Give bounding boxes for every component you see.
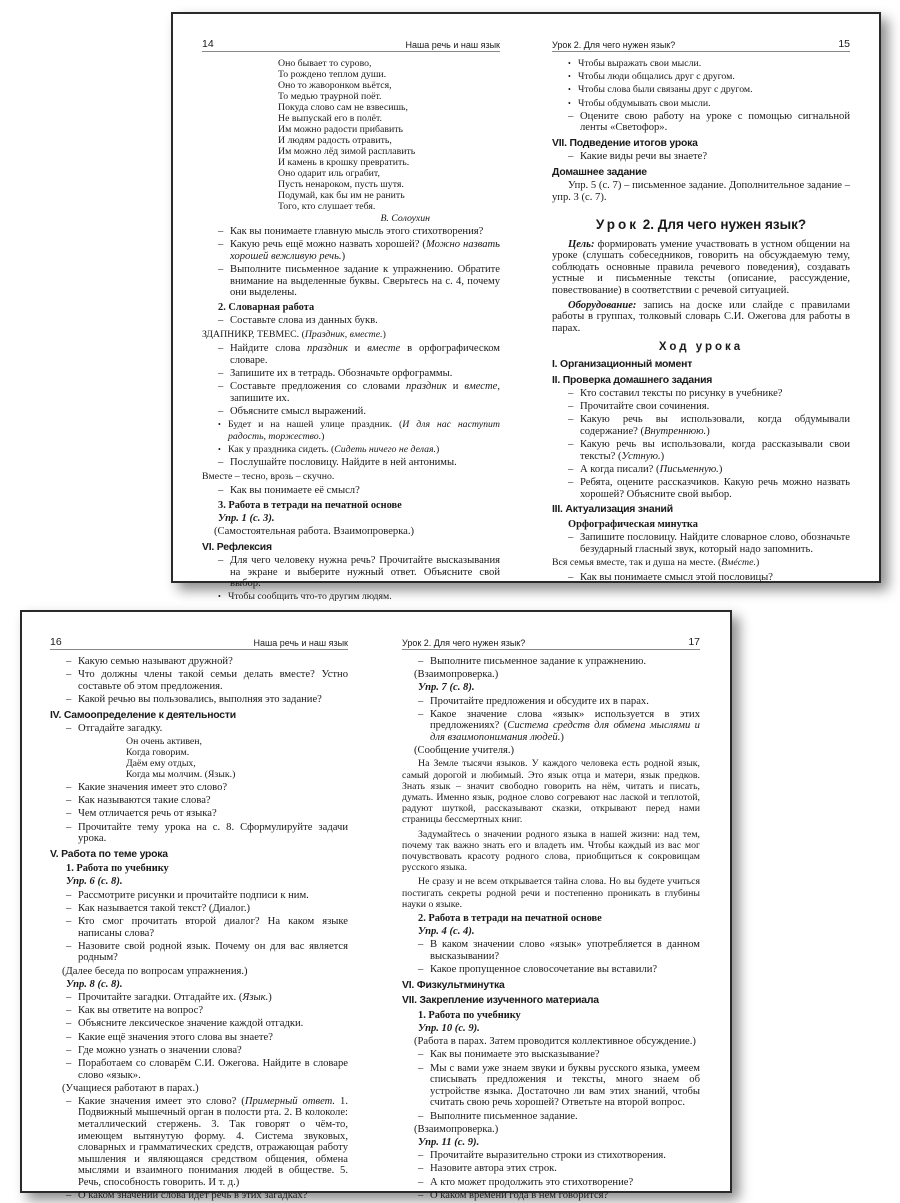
- dash-item: [202, 239, 500, 262]
- text-segment: ): [341, 250, 346, 262]
- dash-item: [552, 151, 850, 163]
- dash-item: [552, 401, 850, 413]
- text-segment: А кто может продолжить это стихотворение?: [430, 1176, 634, 1188]
- dash-item: [50, 916, 348, 939]
- poem-line: Пусть ненароком, пусть шутя.: [278, 179, 404, 190]
- emphasis-text: вместе: [464, 381, 498, 393]
- text-segment: О каком времени года в нём говорится?: [430, 1189, 609, 1201]
- dash-item: [552, 532, 850, 555]
- text-segment: V. Работа по теме урока: [50, 848, 168, 860]
- exercise-ref: [402, 926, 700, 938]
- dash-item: [50, 941, 348, 964]
- dash-item: [50, 656, 348, 668]
- section-heading: [552, 375, 850, 387]
- emphasis-text: Можно назвать хорошей вежливую речь.: [230, 239, 500, 262]
- dash-item: [202, 343, 500, 366]
- text-segment: Запишите пословицу. Найдите словарное слово, обозначьте безударный гласный звук, который надо запомнить.: [580, 531, 850, 555]
- note-text: [402, 745, 700, 757]
- poem-line: И камень в крошку превратить.: [278, 157, 410, 168]
- text-segment: Какой речью вы пользовались, выполняя это задание?: [78, 693, 322, 705]
- note-text: [402, 669, 700, 681]
- section-heading: [552, 504, 850, 516]
- text-segment: Объясните смысл выражений.: [230, 405, 366, 417]
- text-segment: (Работа в парах. Затем проводится коллективное обсуждение.): [414, 1036, 696, 1048]
- poem-block: [50, 736, 348, 780]
- text-segment: Какую речь вы использовали, когда рассказывали свои тексты? (: [580, 438, 850, 462]
- text-segment: и: [347, 343, 368, 355]
- bullet-item: [552, 98, 850, 110]
- text-segment: (Взаимопроверка.): [414, 669, 499, 681]
- running-title: Урок 2. Для чего нужен язык?: [402, 638, 526, 648]
- text-segment: Как у праздника сидеть. (: [228, 443, 335, 455]
- text-segment: Домашнее задание: [552, 166, 647, 178]
- emphasis-text: Вмéсте.: [721, 557, 756, 569]
- page-17: [402, 636, 700, 1203]
- section-heading: [402, 995, 700, 1007]
- emphasis-text: Язык.: [242, 991, 269, 1003]
- poem-line: Подумай, как бы им не ранить: [278, 190, 405, 201]
- bullet-item: [552, 84, 850, 96]
- text-segment: Упр. 11 (с. 9).: [418, 1136, 480, 1148]
- emphasis-text: И для нас наступит радость, торжество.: [228, 419, 500, 442]
- dash-item: [402, 696, 700, 708]
- dash-item: [50, 694, 348, 706]
- dash-item: [402, 964, 700, 976]
- dash-item: [50, 1018, 348, 1030]
- text-segment: Кто составил тексты по рисунку в учебнике?: [580, 387, 783, 399]
- text-segment: Запишите их в тетрадь. Обозначьте орфограммы.: [230, 367, 453, 379]
- text-segment: Как называется такой текст? (Диалог.): [78, 902, 251, 914]
- text-segment: III. Актуализация знаний: [552, 504, 673, 516]
- poem-line: Того, кто слушает тебя.: [278, 201, 376, 212]
- text-segment: Какую речь ещё можно назвать хорошей? (: [230, 239, 426, 251]
- emphasis-text: Оборудование:: [568, 299, 637, 311]
- text-segment: (Учащиеся работают в парах.): [62, 1082, 199, 1094]
- dash-item: [50, 808, 348, 820]
- text-segment: Какие виды речи вы знаете?: [580, 151, 708, 163]
- text-segment: Чтобы выражать свои мысли.: [578, 58, 702, 69]
- example-line: [202, 471, 500, 483]
- bullet-item: [202, 591, 500, 603]
- poem-line: И людям радость отравить,: [278, 135, 392, 146]
- emphasis-text: Система средств для обмена мыслями и для взаимопонимания людей.: [430, 720, 700, 743]
- text-segment: Чем отличается речь от языка?: [78, 808, 217, 820]
- dash-item: [552, 477, 850, 500]
- note-text: [402, 1124, 700, 1136]
- text-segment: Назовите свой родной язык. Почему он для вас является родным?: [78, 940, 348, 964]
- text-segment: ): [382, 328, 386, 340]
- bullet-item: [202, 419, 500, 442]
- emphasis-text: Цель:: [568, 238, 595, 250]
- text-segment: Чтобы обдумывать свои мысли.: [578, 97, 711, 109]
- text-segment: Кто смог прочитать второй диалог? На каком языке написаны слова?: [78, 916, 348, 939]
- text-segment: Поработаем со словарём С.И. Ожегова. Найдите в словаре слово «язык».: [78, 1057, 348, 1081]
- section-heading: [50, 849, 348, 861]
- text-segment: ): [560, 731, 564, 743]
- text-segment: 3. Работа в тетради на печатной основе: [218, 499, 402, 511]
- running-title: Наша речь и наш язык: [253, 638, 348, 648]
- dash-item: [202, 368, 500, 380]
- text-segment: Упр. 6 (с. 8).: [66, 876, 123, 888]
- text-segment: Выполните письменное задание к упражнению. Обратите внимание на выделенные буквы. Сверьтесь на с. 4, почему они выделены.: [230, 263, 500, 299]
- subsection-heading: [202, 500, 500, 512]
- page-number: 15: [838, 38, 850, 50]
- emphasis-text: Внутреннюю.: [644, 425, 707, 437]
- subsection-heading: [402, 913, 700, 925]
- text-segment: Послушайте пословицу. Найдите в ней антонимы.: [230, 457, 457, 469]
- text-segment: 1. Работа по учебнику: [66, 863, 169, 875]
- text-segment: ): [718, 463, 723, 475]
- page-16: [50, 636, 348, 1203]
- text-segment: Составьте слова из данных букв.: [230, 314, 378, 326]
- section-heading: [402, 980, 700, 992]
- running-title: Наша речь и наш язык: [405, 40, 500, 50]
- text-segment: Мы с вами уже знаем звуки и буквы русского языка, умеем списывать предложения и тексты, много знаем об устройстве языка. Достаточно ли вам этих знаний, чтобы считать свою речь хорошей? Ответьте на второй вопрос.: [430, 1062, 700, 1109]
- emphasis-text: Примерный ответ.: [244, 1095, 336, 1107]
- paragraph: [402, 876, 700, 910]
- poem-line: Не выпускай его в полёт.: [278, 113, 383, 124]
- text-segment: ЗДАПНИКР, ТЕВМЕС. (: [202, 328, 305, 340]
- text-segment: Какое пропущенное словосочетание вы вставили?: [430, 964, 658, 976]
- text-segment: Что должны члены такой семьи делать вместе? Устно составьте об этом предложения.: [78, 669, 348, 692]
- text-segment: I. Организационный момент: [552, 359, 693, 371]
- emphasis-text: Сидеть ничего не делая.: [334, 443, 437, 455]
- paragraph: [402, 829, 700, 874]
- text-segment: Рассмотрите рисунки и прочитайте подписи к ним.: [78, 889, 309, 901]
- section-heading: [552, 167, 850, 179]
- dash-item: [552, 439, 850, 462]
- poem-line: Им можно радости прибавить: [278, 124, 403, 135]
- text-segment: Какое значение слова «язык» используется в этих предложениях? (: [430, 708, 700, 732]
- text-segment: Как вы понимаете её смысл?: [230, 485, 360, 497]
- subsection-heading: [402, 1010, 700, 1022]
- page-14: [202, 38, 500, 605]
- lesson-title-word: Урок: [595, 217, 639, 233]
- dash-item: [552, 464, 850, 476]
- text-segment: (Самостоятельная работа. Взаимопроверка.): [214, 526, 415, 538]
- text-segment: Чтобы слова были связаны друг с другом.: [578, 84, 753, 96]
- dash-item: [50, 1058, 348, 1081]
- dash-item: [202, 485, 500, 497]
- exercise-ref: [402, 682, 700, 694]
- text-segment: VII. Закрепление изученного материала: [402, 995, 599, 1007]
- text-segment: IV. Самоопределение к деятельности: [50, 709, 236, 721]
- running-header: [402, 636, 700, 650]
- text-segment: Упр. 4 (с. 4).: [418, 926, 475, 938]
- poem-line: Покуда слово сам не взвесишь,: [278, 102, 408, 113]
- text-segment: Составьте предложения со словами: [230, 381, 406, 393]
- text-segment: Как вы понимаете это высказывание?: [430, 1049, 600, 1061]
- running-header: [552, 38, 850, 52]
- poem-line: Когда говорим.: [126, 746, 190, 758]
- dash-item: [402, 939, 700, 962]
- section-heading: [50, 710, 348, 722]
- text-segment: Прочитайте выразительно строки из стихотворения.: [430, 1150, 666, 1162]
- dash-item: [50, 1032, 348, 1044]
- text-segment: ): [706, 425, 710, 437]
- text-segment: Чтобы сообщить что-то другим людям.: [228, 591, 392, 603]
- dash-item: [202, 264, 500, 299]
- text-segment: Упр. 1 (с. 3).: [218, 513, 275, 524]
- text-segment: Задумайтесь о значении родного языка в нашей жизни: над тем, почему так важно знать его и владеть им. Чтобы каждый из вас мог почувствовать красоту родного слова, приобщиться к сокровищам русского языка.: [402, 828, 700, 874]
- exercise-ref: [50, 876, 348, 888]
- text-segment: и: [446, 381, 465, 393]
- text-segment: В каком значении слово «язык» употребляется в данном высказывании?: [430, 939, 700, 962]
- bullet-item: [202, 444, 500, 456]
- dash-item: [50, 1005, 348, 1017]
- text-segment: Выполните письменное задание.: [430, 1110, 578, 1122]
- text-segment: О каком значении слова идёт речь в этих загадках?: [78, 1190, 308, 1202]
- text-segment: 1. Работа по учебнику: [418, 1009, 521, 1021]
- section-heading: [202, 542, 500, 554]
- text-segment: Какую речь вы использовали, когда обдумывали содержание? (: [580, 414, 850, 437]
- page-number: 16: [50, 636, 62, 648]
- bullet-item: [552, 58, 850, 70]
- dash-item: [50, 795, 348, 807]
- text-segment: запись на доске или слайде с правилами работы в группах, толковый словарь С.И. Ожегова для работы в парах.: [552, 299, 850, 334]
- dash-item: [50, 822, 348, 845]
- dash-item: [402, 1063, 700, 1109]
- text-segment: Прочитайте загадки. Отгадайте их. (: [78, 991, 243, 1003]
- dash-item: [552, 111, 850, 134]
- dash-item: [50, 903, 348, 915]
- poem-line: То рождено теплом души.: [278, 69, 387, 80]
- text-segment: Объясните лексическое значение каждой отгадки.: [78, 1018, 304, 1030]
- text-segment: А когда писали? (: [580, 463, 660, 475]
- text-segment: Не сразу и не всем открывается тайна слова. Но вы будете учиться постигать секреты родной речи и постепенно проникать в глубины науки о языке.: [402, 876, 700, 910]
- poem-block: [202, 58, 500, 224]
- poem-line: Оно то жаворонком вьётся,: [278, 80, 392, 91]
- dash-item: [202, 406, 500, 418]
- poem-line: Даём ему отдых,: [126, 757, 196, 769]
- text-segment: VII. Подведение итогов урока: [552, 137, 698, 149]
- text-segment: (Взаимопроверка.): [414, 1123, 499, 1135]
- text-segment: Как вы понимаете смысл этой пословицы?: [580, 571, 773, 583]
- dash-item: [50, 723, 348, 735]
- text-segment: Упр. 5 (с. 7) – письменное задание. Дополнительное задание – упр. 3 (с. 7).: [552, 179, 850, 203]
- text-segment: Как вы понимаете главную мысль этого стихотворения?: [230, 226, 484, 237]
- dash-item: [50, 1045, 348, 1057]
- exercise-ref: [402, 1023, 700, 1035]
- subsection-heading: [50, 863, 348, 875]
- dash-item: [50, 669, 348, 692]
- section-heading: [552, 138, 850, 150]
- dash-item: [402, 1177, 700, 1189]
- emphasis-text: праздник: [405, 381, 447, 393]
- text-segment: в орфографическом словаре.: [230, 343, 501, 366]
- text-segment: Какие значения имеет это слово? (: [78, 1095, 245, 1107]
- text-segment: формировать умение участвовать в устном общении на уроке (слушать собеседников, говорить на обсуждаемую тему, соблюдать основные правила речевого поведения), создавать устные и письменные тексты (описание, рассуждение, повествование) в соответствии с речевой ситуацией.: [552, 238, 850, 297]
- dash-item: [50, 1096, 348, 1189]
- poem-author: В. Солоухин: [380, 213, 430, 224]
- text-segment: Вся семья вместе, так и душа на месте. (: [552, 557, 722, 569]
- text-segment: Оцените свою работу на уроке с помощью сигнальной ленты «Светофор».: [580, 110, 850, 134]
- text-segment: ): [321, 430, 325, 442]
- dash-item: [202, 381, 500, 404]
- text-segment: Прочитайте свои сочинения.: [580, 401, 710, 412]
- text-segment: ): [436, 443, 440, 455]
- note-text: [50, 966, 348, 978]
- text-segment: (Далее беседа по вопросам упражнения.): [62, 965, 248, 977]
- text-segment: Прочитайте тему урока на с. 8. Сформулируйте задачи урока.: [78, 821, 348, 845]
- text-segment: Какие значения имеет это слово?: [78, 781, 228, 793]
- text-segment: II. Проверка домашнего задания: [552, 374, 713, 386]
- text-segment: VI. Физкультминутка: [402, 979, 505, 991]
- text-segment: Как называются такие слова?: [78, 795, 211, 807]
- emphasis-text: Письменную.: [659, 463, 719, 475]
- text-segment: Будет и на нашей улице праздник. (: [228, 419, 403, 431]
- text-segment: Чтобы люди общались друг с другом.: [578, 71, 735, 83]
- dash-item: [202, 226, 500, 238]
- dash-item: [552, 414, 850, 437]
- lesson-title-rest: 2. Для чего нужен язык?: [642, 217, 807, 233]
- bullet-item: [552, 71, 850, 83]
- exercise-ref: [402, 1137, 700, 1149]
- subsection-heading: [552, 519, 850, 531]
- lesson-title: [552, 219, 850, 231]
- text-segment: Отгадайте загадку.: [78, 722, 163, 734]
- poem-line: То медью траурной поёт.: [278, 91, 382, 102]
- dash-item: [402, 1049, 700, 1061]
- book-spread-pages-14-15: [171, 12, 881, 603]
- dash-item: [50, 890, 348, 902]
- text-segment: Для чего человеку нужна речь? Прочитайте высказывания на экране и выберите нужный ответ. Объясните свой выбор.: [230, 554, 500, 590]
- text-segment: Прочитайте предложения и обсудите их в парах.: [430, 695, 649, 707]
- running-header: [50, 636, 348, 650]
- paragraph: [552, 300, 850, 335]
- dash-item: [50, 782, 348, 794]
- text-segment: VI. Рефлексия: [202, 541, 272, 553]
- book-spread-pages-16-17: [20, 610, 732, 1202]
- text-segment: Как вы ответите на вопрос?: [78, 1005, 204, 1017]
- dash-item: [402, 709, 700, 744]
- dash-item: [202, 315, 500, 327]
- text-segment: Выполните письменное задание к упражнению.: [430, 656, 647, 667]
- paragraph: [552, 239, 850, 297]
- dash-item: [402, 1150, 700, 1162]
- running-header: [202, 38, 500, 52]
- poem-line: Оно одарит иль ограбит,: [278, 168, 380, 179]
- text-segment: (Сообщение учителя.): [414, 745, 515, 757]
- page-15: [552, 38, 850, 585]
- note-text: [402, 1036, 700, 1048]
- example-line: [552, 557, 850, 569]
- page-number: 17: [688, 636, 700, 648]
- text-segment: ): [755, 557, 760, 569]
- dash-item: [50, 992, 348, 1004]
- poem-line: Оно бывает то сурово,: [278, 58, 372, 69]
- exercise-ref: [202, 513, 500, 525]
- note-text: [202, 526, 500, 538]
- text-segment: Какие ещё значения этого слова вы знаете?: [78, 1031, 273, 1043]
- text-segment: 2. Словарная работа: [218, 301, 315, 313]
- text-segment: Ход урока: [658, 341, 744, 354]
- poem-line: Им можно лёд зимой расплавить: [278, 146, 416, 157]
- text-segment: , запишите их.: [230, 381, 500, 404]
- text-segment: На Земле тысячи языков. У каждого человека есть родной язык, самый дорогой и любимый. Это язык отца и матери, язык предков. Знать язык – значит свободно говорить на нём, читать и писать, думать. Именно язык, родное слово согревают нас лаской и теплотой, радуют шуткой, рассказывают сказки, открывают перед нами страницы бессмертных книг.: [402, 758, 700, 826]
- text-segment: Найдите слова: [230, 343, 308, 355]
- dash-item: [50, 1190, 348, 1202]
- text-segment: Упр. 7 (с. 8).: [418, 682, 475, 694]
- text-segment: Ребята, оцените рассказчиков. Какую речь можно назвать хорошей? Объясните свой выбор.: [580, 476, 850, 500]
- page-number: 14: [202, 38, 214, 50]
- text-segment: Упр. 8 (с. 8).: [66, 978, 123, 990]
- emphasis-text: Праздник, вместе.: [304, 328, 383, 340]
- exercise-ref: [50, 979, 348, 991]
- emphasis-text: праздник: [307, 343, 348, 355]
- emphasis-text: Устную.: [621, 450, 661, 462]
- paragraph: [552, 180, 850, 203]
- note-text: [50, 1083, 348, 1095]
- poem-line: Когда мы молчим. (Язык.): [126, 768, 236, 780]
- subsection-heading: [202, 302, 500, 314]
- section-heading: [552, 359, 850, 371]
- dash-item: [402, 1163, 700, 1175]
- paragraph: [402, 758, 700, 825]
- text-segment: ): [268, 991, 272, 1003]
- dash-item: [402, 1111, 700, 1123]
- dash-item: [202, 457, 500, 469]
- text-segment: Какую семью называют дружной?: [78, 656, 233, 667]
- text-segment: Где можно узнать о значении слова?: [78, 1044, 242, 1056]
- dash-item: [202, 555, 500, 590]
- example-line: [202, 329, 500, 341]
- dash-item: [402, 656, 700, 668]
- dash-item: [552, 572, 850, 584]
- poem-line: Он очень активен,: [126, 735, 202, 747]
- lesson-plan-heading: [552, 342, 850, 354]
- running-title: Урок 2. Для чего нужен язык?: [552, 40, 676, 50]
- text-segment: ): [660, 450, 665, 462]
- text-segment: Упр. 10 (с. 9).: [418, 1023, 480, 1035]
- emphasis-text: вместе: [367, 343, 401, 355]
- text-segment: Вместе – тесно, врозь – скучно.: [202, 470, 335, 482]
- text-segment: 2. Работа в тетради на печатной основе: [418, 912, 602, 924]
- dash-item: [552, 388, 850, 400]
- text-segment: Орфографическая минутка: [568, 518, 698, 530]
- text-segment: 1. Подвижный мышечный орган в полости рта. 2. В колоколе: металлический стержень. 3. Так говорят о чём-то, имеющем вытянутую форму. 4. Система звуковых, словарных и грамматических средств, отражающая работу мышления и являющаяся средством общения, обмена мыслями и взаимного понимания людей в обществе. 5. Речь, способность говорить. И т. д.): [78, 1095, 349, 1189]
- text-segment: Назовите автора этих строк.: [430, 1163, 557, 1175]
